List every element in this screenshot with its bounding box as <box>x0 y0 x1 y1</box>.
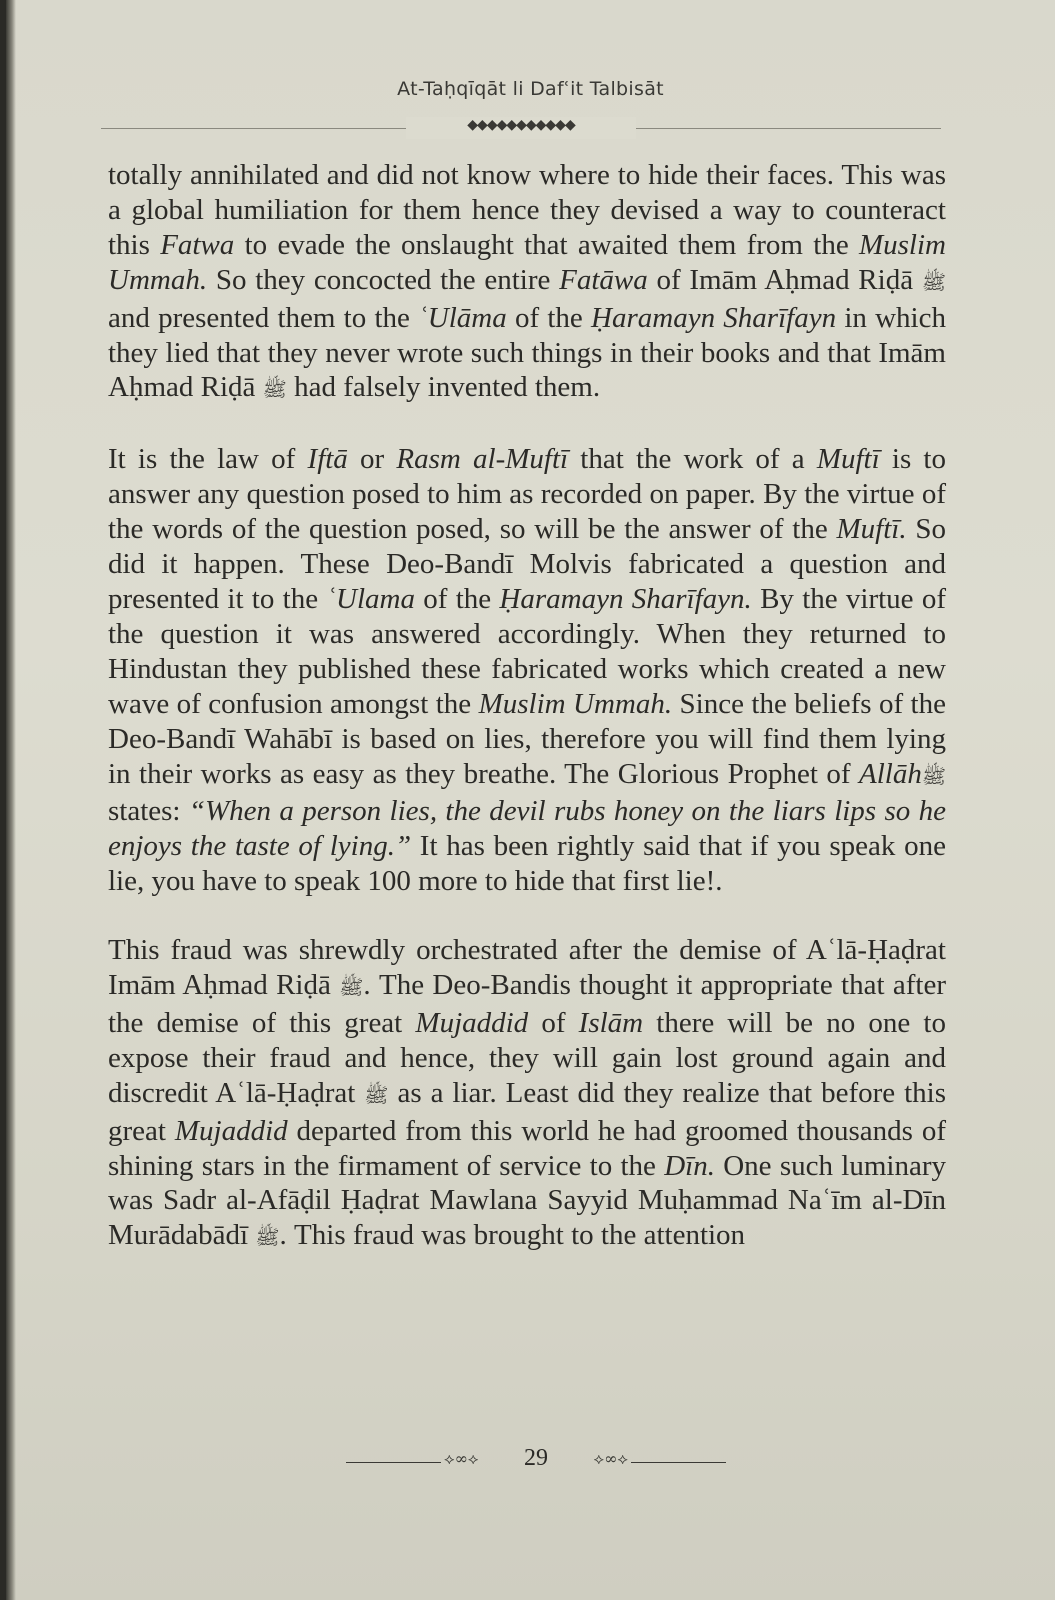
honorific-icon: ﷺ <box>255 1227 280 1250</box>
footer-ornament-right: ⟡∞⟡ <box>593 1449 628 1468</box>
honorific-icon: ﷺ <box>339 977 364 1000</box>
honorific-icon: ﷺ <box>921 765 946 788</box>
header-ornament: ◆◆◆◆◆◆◆◆◆◆◆ <box>406 117 636 139</box>
paragraph-1: totally annihilated and did not know where to hide their faces. This was a global humiliation for them hence they devised a way to counteract this Fatwa to evade the onslaught that awaited them from the Muslim Ummah. So they concocted the entire Fatāwa of Imām Aḥmad Riḍā ﷺ and presented them to the ʿUlāma of the Ḥaramayn Sharīfayn in which they lied that they never wrote such things in their books and that Imām Aḥmad Riḍā ﷺ had falsely invented them. <box>108 159 947 404</box>
honorific-icon: ﷺ <box>921 271 947 294</box>
footer-ornament-left: ⟡∞⟡ <box>444 1449 479 1468</box>
book-page <box>6 0 1055 1600</box>
running-title: At-Taḥqīqāt li Dafʿit Talbisāt <box>397 78 664 100</box>
page-number: 29 <box>524 1445 548 1471</box>
body-text <box>108 158 946 1290</box>
paragraph-2: It is the law of Iftā or Rasm al-Muftī that the work of a Muftī is to answer any question posed to him as recorded on paper. By the virtue of the words of the question posed, so will be the answer of the Muftī. So did it happen. These Deo-Bandī Molvis fabricated a question and presented it to the ʿUlama of the Ḥaramayn Sharīfayn. By the virtue of the question it was answered accordingly. When they returned to Hindustan they published these fabricated works which created a new wave of confusion amongst the Muslim Ummah. Since the beliefs of the Deo-Bandī Wahābī is based on lies, therefore you will find them lying in their works as easy as they breathe. The Glorious Prophet of Allāhﷺ states: “When a person lies, the devil rubs honey on the liars lips so he enjoys the taste of lying.” It has been rightly said that if you speak one lie, you have to speak 100 more to hide that first lie!. <box>108 443 946 898</box>
footer-rule-right <box>631 1462 726 1463</box>
page-footer <box>346 1447 726 1477</box>
honorific-icon: ﷺ <box>262 379 287 402</box>
paragraph-3: This fraud was shrewdly orchestrated after the demise of Aʿlā-Ḥaḍrat Imām Aḥmad Riḍā ﷺ. The Deo-Bandis thought it appropriate that after the demise of this great Mujaddid of Islām there will be no one to expose their fraud and hence, they will gain lost ground again and discredit Aʿlā-Ḥaḍrat ﷺ as a liar. Least did they realize that before this great Mujaddid departed from this world he had groomed thousands of shining stars in the firmament of service to the Dīn. One such luminary was Sadr al-Afāḍil Ḥaḍrat Mawlana Sayyid Muḥammad Naʿīm al-Dīn Murādabādī ﷺ. This fraud was brought to the attention <box>108 934 947 1252</box>
honorific-icon: ﷺ <box>364 1084 389 1107</box>
book-spine-shadow <box>6 0 16 1600</box>
hadith-quote: “When a person lies, the devil rubs honey on the liars lips so he enjoys the taste of lying.” <box>108 795 946 863</box>
